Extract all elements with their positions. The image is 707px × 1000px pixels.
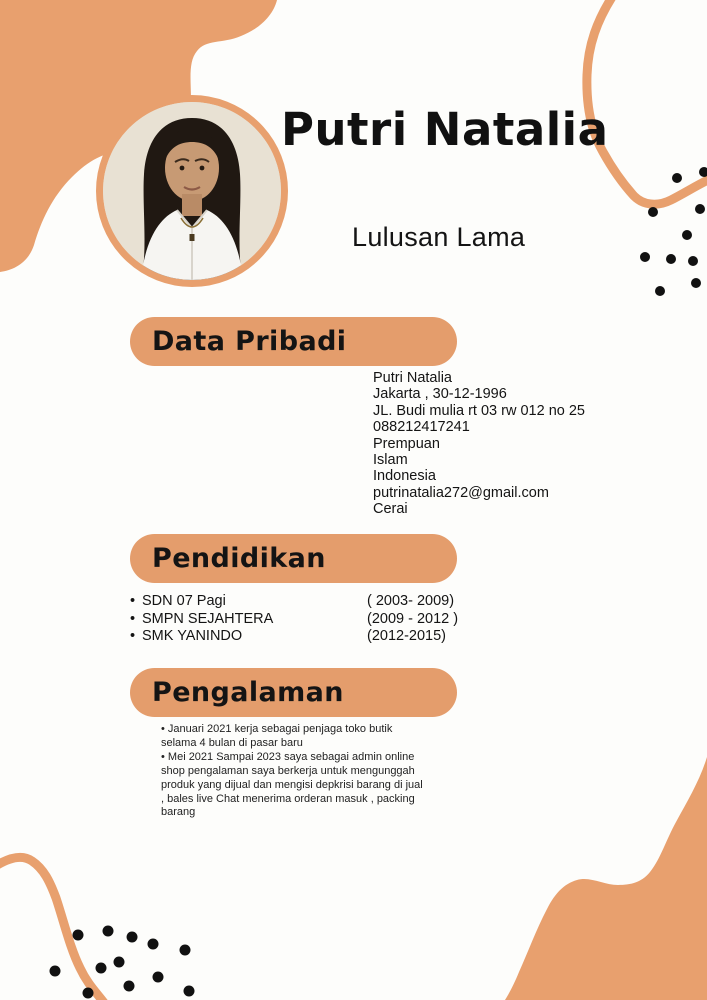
section-heading-data-pribadi bbox=[130, 317, 457, 366]
personal-line-marital-status: Cerai bbox=[373, 501, 408, 518]
blob-bottom-right bbox=[505, 757, 707, 1000]
education-school: SMPN SEJAHTERA bbox=[142, 610, 274, 627]
personal-line-nationality: Indonesia bbox=[373, 468, 436, 485]
education-row bbox=[130, 628, 460, 646]
education-years: ( 2003- 2009) bbox=[367, 593, 455, 609]
page-title: Putri Natalia bbox=[281, 103, 609, 156]
bullet-marker: • bbox=[130, 610, 136, 627]
section-heading-label: Data Pribadi bbox=[152, 326, 347, 357]
education-row bbox=[130, 611, 460, 629]
personal-line-address: JL. Budi mulia rt 03 rw 012 no 25 bbox=[373, 402, 585, 419]
necklace-pendant bbox=[190, 234, 195, 241]
curve-bottom-left bbox=[0, 857, 105, 1000]
profile-photo bbox=[96, 95, 288, 287]
personal-line-phone: 088212417241 bbox=[373, 419, 470, 436]
education-years: (2009 - 2012 ) bbox=[367, 610, 459, 627]
education-years: (2012-2015) bbox=[367, 628, 446, 645]
eye-left bbox=[180, 166, 185, 171]
personal-line-religion: Islam bbox=[373, 452, 408, 469]
section-heading-label: Pengalaman bbox=[152, 677, 344, 708]
personal-line-name: Putri Natalia bbox=[373, 370, 452, 386]
bullet-marker: • bbox=[130, 628, 136, 645]
page-subtitle: Lulusan Lama bbox=[352, 222, 526, 252]
education-school: SMK YANINDO bbox=[142, 628, 243, 645]
section-heading-pendidikan bbox=[130, 534, 457, 583]
neck bbox=[182, 194, 202, 216]
personal-line-gender: Prempuan bbox=[373, 435, 440, 452]
eye-right bbox=[200, 166, 205, 171]
personal-line-birth: Jakarta , 30-12-1996 bbox=[373, 386, 507, 403]
education-row bbox=[130, 593, 460, 611]
education-school: SDN 07 Pagi bbox=[142, 593, 226, 609]
experience-item: • Januari 2021 kerja sebagai penjaga toko butik selama 4 bulan di pasar baru bbox=[161, 723, 393, 749]
personal-line-email: putrinatalia272@gmail.com bbox=[373, 484, 549, 501]
bullet-marker: • bbox=[130, 593, 136, 609]
section-heading-pengalaman bbox=[130, 668, 457, 717]
experience-list bbox=[161, 723, 425, 820]
experience-item: • Mei 2021 Sampai 2023 saya sebagai admin online shop pengalaman saya berkerja untuk mengunggah produk yang dijual dan mengisi depkrisi barang di jual , bales live Chat menerima orderan masuk , packing barang bbox=[161, 750, 423, 819]
education-list bbox=[130, 593, 460, 646]
dot-cluster-top-right bbox=[640, 167, 707, 296]
dot-cluster-bottom-left bbox=[50, 926, 195, 999]
personal-data-list bbox=[373, 370, 633, 518]
section-heading-label: Pendidikan bbox=[152, 543, 326, 574]
